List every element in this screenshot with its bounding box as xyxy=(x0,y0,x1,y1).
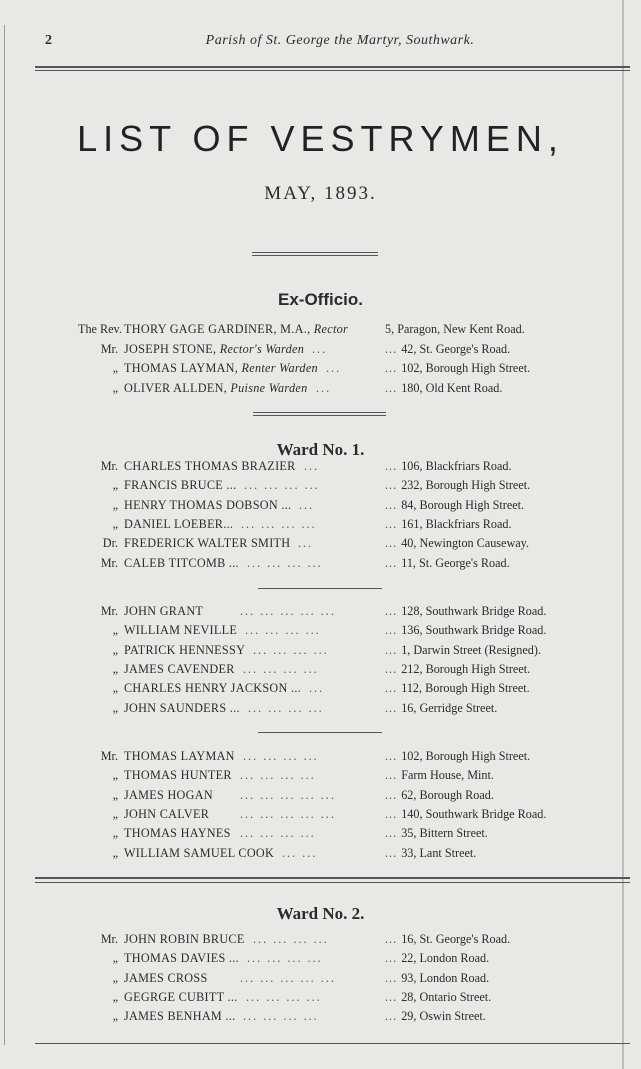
title-prefix: „ xyxy=(112,951,118,966)
address-text: 232, Borough High Street. xyxy=(401,478,531,493)
title-prefix: Mr. xyxy=(100,932,118,946)
vestryman-name xyxy=(124,971,208,986)
title-rule-top xyxy=(252,252,378,253)
vestryman-name xyxy=(124,681,301,696)
list-item xyxy=(0,788,641,806)
address-leader: ... xyxy=(385,604,402,618)
list-item xyxy=(0,556,641,574)
address-leader: ... xyxy=(385,749,402,763)
address-text: 11, St. George's Road. xyxy=(401,555,510,570)
address-leader: ... xyxy=(385,768,402,783)
address-text: 28, Ontario Street. xyxy=(401,989,492,1004)
ex-officio-rule-top xyxy=(253,412,386,413)
name-text: JAMES HOGAN xyxy=(124,787,213,802)
address xyxy=(385,681,530,696)
list-item xyxy=(0,990,641,1008)
office-role: Rector's Warden xyxy=(219,341,305,356)
title-prefix: „ xyxy=(112,700,118,715)
footer-rule xyxy=(35,1043,630,1044)
address-leader: ... xyxy=(385,970,402,985)
list-item xyxy=(0,459,641,477)
dot-leader: ... ... ... ... xyxy=(243,1009,319,1024)
name-text: FREDERICK WALTER SMITH xyxy=(124,536,291,551)
title-prefix: Mr. xyxy=(100,459,118,473)
address-text: 102, Borough High Street. xyxy=(401,749,531,763)
ward-1-divider-2 xyxy=(258,732,382,733)
running-title: Parish of St. George the Martyr, Southwark. xyxy=(205,33,475,48)
title-prefix: Mr. xyxy=(100,555,118,570)
address-leader: ... xyxy=(385,642,402,657)
list-item xyxy=(0,1009,641,1027)
list-item xyxy=(0,623,641,641)
vestryman-name xyxy=(124,342,304,357)
title-prefix: Mr. xyxy=(100,604,118,618)
vestryman-name xyxy=(124,459,296,474)
dot-leader: ... ... ... ... xyxy=(244,478,320,493)
address xyxy=(385,990,491,1005)
dot-leader: ... xyxy=(312,341,328,356)
title-prefix: „ xyxy=(112,845,118,860)
address-text: 212, Borough High Street. xyxy=(401,661,531,676)
address-leader: ... xyxy=(385,380,402,395)
address xyxy=(385,932,510,947)
address-text: 140, Southwark Bridge Road. xyxy=(401,806,547,821)
dot-leader: ... ... ... ... xyxy=(246,989,322,1004)
name-text: THOMAS LAYMAN, xyxy=(124,361,242,375)
address xyxy=(385,342,510,357)
address-text: 1, Darwin Street (Resigned). xyxy=(401,642,541,657)
name-text: CHARLES THOMAS BRAZIER xyxy=(124,459,296,473)
ex-officio-heading: Ex-Officio. xyxy=(277,290,363,309)
address-text: 16, Gerridge Street. xyxy=(401,700,498,715)
list-item xyxy=(0,826,641,844)
dot-leader: ... ... ... ... xyxy=(243,661,319,676)
name-text: JOHN SAUNDERS ... xyxy=(124,700,240,715)
name-text: JOHN GRANT xyxy=(124,604,204,618)
address xyxy=(385,846,476,861)
list-item xyxy=(0,342,641,360)
list-item xyxy=(0,361,641,379)
address-text: 22, London Road. xyxy=(401,951,490,966)
title-prefix: The Rev. xyxy=(78,322,122,336)
vestryman-name xyxy=(124,361,318,376)
address-text: 161, Blackfriars Road. xyxy=(401,516,512,531)
name-text: THOMAS DAVIES ... xyxy=(124,951,239,966)
title-prefix: „ xyxy=(112,478,118,493)
header-rule-top xyxy=(35,66,630,68)
list-item xyxy=(0,604,641,622)
address xyxy=(385,604,546,619)
address-text: 93, London Road. xyxy=(401,970,490,985)
vestryman-name xyxy=(124,701,240,716)
address xyxy=(385,478,530,493)
address-leader: ... xyxy=(385,951,402,966)
list-item xyxy=(0,662,641,680)
dot-leader: ... ... ... ... xyxy=(248,700,324,715)
vestryman-name xyxy=(124,517,233,532)
address-leader: ... xyxy=(385,806,402,821)
address-leader: ... xyxy=(385,361,402,375)
dot-leader: ... xyxy=(316,380,332,395)
ward-break-rule-bottom xyxy=(35,882,630,883)
address-leader: ... xyxy=(385,536,402,551)
name-text: JAMES CAVENDER xyxy=(124,661,235,676)
address-text: 16, St. George's Road. xyxy=(401,932,511,946)
title-prefix: „ xyxy=(112,989,118,1004)
address-leader: ... xyxy=(385,932,402,946)
vestryman-name xyxy=(124,604,203,619)
office-role: Rector xyxy=(313,322,349,336)
name-text: JOHN ROBIN BRUCE xyxy=(124,932,245,946)
address-leader: ... xyxy=(385,989,402,1004)
vestryman-name xyxy=(124,498,291,513)
list-item xyxy=(0,807,641,825)
title-prefix: „ xyxy=(112,361,118,375)
header-rule-bottom xyxy=(35,70,630,71)
name-text: GEGRGE CUBITT ... xyxy=(124,989,238,1004)
list-item xyxy=(0,536,641,554)
title-prefix: „ xyxy=(112,826,118,841)
name-text: HENRY THOMAS DOBSON ... xyxy=(124,497,292,512)
office-role: Puisne Warden xyxy=(230,380,308,395)
address-text: Farm House, Mint. xyxy=(401,768,494,783)
address-leader: ... xyxy=(385,555,402,570)
vestryman-name xyxy=(124,536,290,551)
name-text: THOMAS LAYMAN xyxy=(124,749,235,763)
address-leader: ... xyxy=(385,700,402,715)
vestryman-name xyxy=(124,623,237,638)
list-item xyxy=(0,322,641,340)
list-item xyxy=(0,768,641,786)
name-text: FRANCIS BRUCE ... xyxy=(124,478,237,493)
address xyxy=(385,556,510,571)
dot-leader: ... ... ... ... ... xyxy=(240,970,336,985)
name-text: JOHN CALVER xyxy=(124,806,210,821)
list-item xyxy=(0,643,641,661)
title-prefix: „ xyxy=(112,516,118,531)
list-item xyxy=(0,846,641,864)
address-text: 84, Borough High Street. xyxy=(401,497,525,512)
name-text: JAMES BENHAM ... xyxy=(124,1009,236,1024)
name-text: CALEB TITCOMB ... xyxy=(124,555,239,570)
office-role: Renter Warden xyxy=(241,361,318,375)
address-leader: ... xyxy=(385,497,402,512)
dot-leader: ... xyxy=(298,536,314,551)
vestryman-name xyxy=(124,932,245,947)
title-prefix: Mr. xyxy=(100,341,118,356)
vestryman-name xyxy=(124,788,213,803)
address-leader: ... xyxy=(385,826,402,841)
title-prefix: „ xyxy=(112,768,118,783)
ward-2-heading: Ward No. 2. xyxy=(276,904,365,923)
address-leader: ... xyxy=(385,1009,402,1024)
address-leader: ... xyxy=(385,845,402,860)
address-text: 106, Blackfriars Road. xyxy=(401,459,512,473)
dot-leader: ... xyxy=(326,361,342,375)
vestryman-name xyxy=(124,381,308,396)
list-item xyxy=(0,681,641,699)
name-text: THORY GAGE GARDINER, M.A., xyxy=(124,322,314,336)
list-item xyxy=(0,749,641,767)
address-text: 180, Old Kent Road. xyxy=(401,380,503,395)
name-text: PATRICK HENNESSY xyxy=(124,642,246,657)
address xyxy=(385,498,524,513)
title-prefix: „ xyxy=(112,497,118,512)
list-item xyxy=(0,932,641,950)
dot-leader: ... ... xyxy=(282,845,318,860)
address-text: 35, Bittern Street. xyxy=(401,826,488,841)
title-prefix: „ xyxy=(112,681,118,696)
address xyxy=(385,517,512,532)
dot-leader: ... ... ... ... xyxy=(240,826,316,841)
address-text: 128, Southwark Bridge Road. xyxy=(401,604,547,618)
title-prefix: „ xyxy=(112,380,118,395)
address xyxy=(385,1009,486,1024)
title-prefix: „ xyxy=(112,787,118,802)
dot-leader: ... xyxy=(309,681,325,696)
vestryman-name xyxy=(124,556,239,571)
dot-leader: ... ... ... ... xyxy=(240,768,316,783)
list-item xyxy=(0,478,641,496)
dot-leader: ... xyxy=(304,459,320,473)
name-text: THOMAS HUNTER xyxy=(124,768,232,783)
dot-leader: ... ... ... ... xyxy=(247,951,323,966)
title-prefix: „ xyxy=(112,970,118,985)
ex-officio-rule-bottom xyxy=(253,415,386,416)
address xyxy=(385,459,512,474)
vestryman-name xyxy=(124,768,232,783)
address-text: 112, Borough High Street. xyxy=(401,681,530,696)
dot-leader: ... ... ... ... ... xyxy=(240,787,336,802)
address xyxy=(385,826,488,841)
dot-leader: ... ... ... ... xyxy=(241,516,317,531)
ward-break-rule-top xyxy=(35,877,630,879)
address-leader: ... xyxy=(385,341,402,356)
name-text: JAMES CROSS xyxy=(124,970,208,985)
name-text: DANIEL LOEBER... xyxy=(124,516,234,531)
address xyxy=(385,536,529,551)
dot-leader: ... xyxy=(299,497,315,512)
list-item xyxy=(0,701,641,719)
title-prefix: „ xyxy=(112,661,118,676)
name-text: JOSEPH STONE, xyxy=(124,341,220,356)
title-prefix: Dr. xyxy=(102,536,118,551)
title-prefix: „ xyxy=(112,1009,118,1024)
address xyxy=(385,768,494,783)
dot-leader: ... ... ... ... xyxy=(253,932,329,946)
vestryman-name xyxy=(124,846,274,861)
vestryman-name xyxy=(124,826,231,841)
address-leader: ... xyxy=(385,478,402,493)
name-text: OLIVER ALLDEN, xyxy=(124,380,231,395)
vestryman-name xyxy=(124,1009,235,1024)
dot-leader: ... ... ... ... xyxy=(247,555,323,570)
page-left-edge xyxy=(4,25,5,1045)
address-text: 5, Paragon, New Kent Road. xyxy=(385,322,525,336)
list-item xyxy=(0,971,641,989)
vestryman-name xyxy=(124,951,239,966)
title-prefix: Mr. xyxy=(100,749,118,763)
name-text: WILLIAM NEVILLE xyxy=(124,623,238,638)
address xyxy=(385,643,541,658)
address xyxy=(385,701,497,716)
address-text: 42, St. George's Road. xyxy=(401,341,511,356)
address xyxy=(385,807,546,822)
address xyxy=(385,749,530,764)
dot-leader: ... ... ... ... xyxy=(245,623,321,638)
dot-leader: ... ... ... ... ... xyxy=(240,604,336,618)
address-leader: ... xyxy=(385,623,402,638)
address-text: 136, Southwark Bridge Road. xyxy=(401,623,547,638)
list-item xyxy=(0,498,641,516)
dot-leader: ... ... ... ... xyxy=(253,642,329,657)
address-text: 102, Borough High Street. xyxy=(401,361,531,375)
name-text: CHARLES HENRY JACKSON ... xyxy=(124,681,302,696)
title-rule-bottom xyxy=(252,255,378,256)
address xyxy=(385,971,489,986)
name-text: WILLIAM SAMUEL COOK xyxy=(124,845,275,860)
address xyxy=(385,788,494,803)
vestryman-name xyxy=(124,749,235,764)
address xyxy=(385,381,502,396)
address-text: 29, Oswin Street. xyxy=(401,1009,486,1024)
address xyxy=(385,361,530,376)
address xyxy=(385,322,525,337)
page-number: 2 xyxy=(45,33,52,48)
vestryman-name xyxy=(124,478,236,493)
vestryman-name xyxy=(124,807,209,822)
address-text: 33, Lant Street. xyxy=(401,845,477,860)
address-leader: ... xyxy=(385,459,402,473)
address xyxy=(385,951,489,966)
vestryman-name xyxy=(124,662,235,677)
list-item xyxy=(0,381,641,399)
ward-1-heading: Ward No. 1. xyxy=(276,440,365,459)
dot-leader: ... ... ... ... xyxy=(243,749,319,763)
title-prefix: „ xyxy=(112,806,118,821)
vestryman-name xyxy=(124,643,245,658)
address-text: 62, Borough Road. xyxy=(401,787,494,802)
vestryman-name xyxy=(124,990,238,1005)
list-item xyxy=(0,951,641,969)
running-head xyxy=(0,33,641,53)
name-text: THOMAS HAYNES xyxy=(124,826,231,841)
address xyxy=(385,623,546,638)
list-item xyxy=(0,517,641,535)
address xyxy=(385,662,530,677)
address-leader: ... xyxy=(385,516,402,531)
address-leader: ... xyxy=(385,681,402,696)
address-text: 40, Newington Causeway. xyxy=(401,536,530,551)
ward-1-divider-1 xyxy=(258,588,382,589)
title-prefix: „ xyxy=(112,623,118,638)
title-prefix: „ xyxy=(112,642,118,657)
page-title: LIST OF VESTRYMEN, xyxy=(77,118,564,159)
address-leader: ... xyxy=(385,661,402,676)
page-date: MAY, 1893. xyxy=(264,183,377,204)
address-leader: ... xyxy=(385,787,402,802)
dot-leader: ... ... ... ... ... xyxy=(240,806,336,821)
vestryman-name xyxy=(124,322,348,337)
